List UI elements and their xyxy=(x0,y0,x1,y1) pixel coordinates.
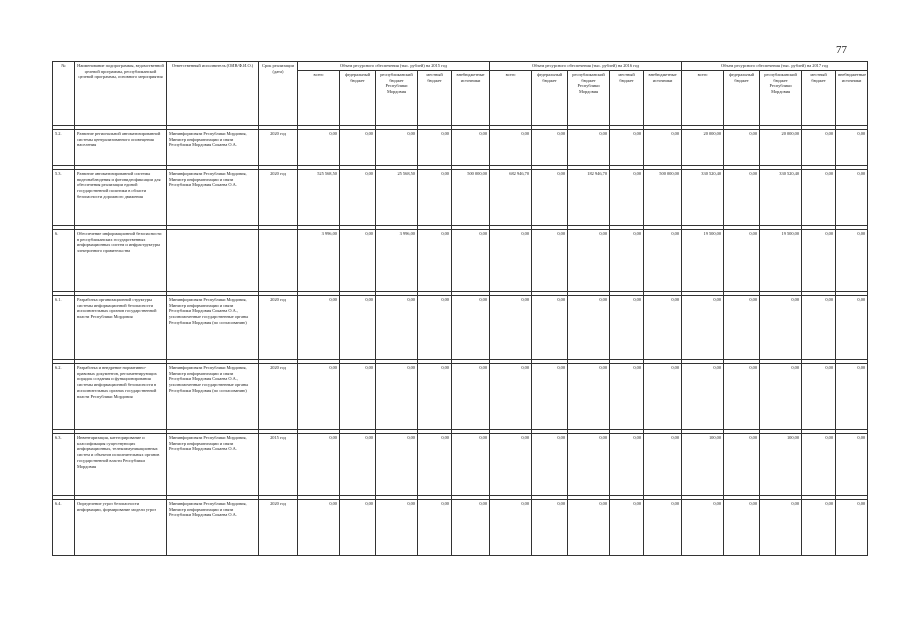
row-value: 0,00 xyxy=(802,230,836,292)
row-value: 0,00 xyxy=(418,500,452,556)
table-row xyxy=(53,170,868,226)
row-value: 0,00 xyxy=(802,130,836,166)
row-responsible xyxy=(167,230,259,292)
table-row xyxy=(53,434,868,496)
row-name: Обеспечение информационной безопасности в республиканских государственных информационных систем и инфраструктуры электронного правительства xyxy=(75,230,167,292)
row-value: 0,00 xyxy=(340,170,376,226)
row-value: 0,00 xyxy=(610,170,644,226)
row-value: 0,00 xyxy=(644,500,682,556)
row-value: 0,00 xyxy=(376,296,418,360)
row-value: 0,00 xyxy=(418,296,452,360)
row-responsible: Мининформсвязи Республики Мордовия, Министр информатизации и связи Республики Мордовия Сокаева О.А. xyxy=(167,130,259,166)
row-value: 0,00 xyxy=(418,434,452,496)
row-value: 0,00 xyxy=(836,434,868,496)
row-value: 0,00 xyxy=(340,364,376,430)
sub-federal-header: федеральный бюджет xyxy=(532,71,568,126)
row-value: 0,00 xyxy=(682,364,724,430)
sub-total-header: всего xyxy=(490,71,532,126)
group-2016-header: Объем ресурсного обеспечения (тыс. рублей) на 2016 год xyxy=(490,62,682,71)
row-value: 0,00 xyxy=(568,230,610,292)
row-value: 0,00 xyxy=(724,230,760,292)
row-responsible: Мининформсвязи Республики Мордовия, Министр информатизации и связи Республики Мордовия Сокаева О.А. xyxy=(167,500,259,556)
row-number: 5.2. xyxy=(53,130,75,166)
row-value: 0,00 xyxy=(644,130,682,166)
row-value: 0,00 xyxy=(532,434,568,496)
row-value: 0,00 xyxy=(568,434,610,496)
sub-local-header: местный бюджет xyxy=(802,71,836,126)
row-value: 0,00 xyxy=(610,434,644,496)
row-value: 0,00 xyxy=(836,296,868,360)
row-name: Разработка и внедрение нормативно-правовых документов, регламентирующих порядок создания и функционирования системы информационной безопасности в исполнительных органах государственной власти Республики Мордовия xyxy=(75,364,167,430)
row-value: 19 500,00 xyxy=(682,230,724,292)
row-value: 0,00 xyxy=(836,500,868,556)
row-value: 0,00 xyxy=(610,296,644,360)
sub-total-header: всего xyxy=(298,71,340,126)
row-value: 0,00 xyxy=(760,364,802,430)
row-value: 0,00 xyxy=(418,170,452,226)
row-value: 3 996,00 xyxy=(376,230,418,292)
row-value: 0,00 xyxy=(376,130,418,166)
row-value: 0,00 xyxy=(532,170,568,226)
row-name: Разработка организационной структуры системы информационной безопасности исполнительных органов государственной власти Республики Мордовия xyxy=(75,296,167,360)
row-value: 0,00 xyxy=(452,500,490,556)
page-number: 77 xyxy=(836,44,847,56)
row-value: 0,00 xyxy=(298,500,340,556)
row-value: 0,00 xyxy=(532,500,568,556)
sub-federal-header: федеральный бюджет xyxy=(340,71,376,126)
row-value: 0,00 xyxy=(376,434,418,496)
sub-republic-header: республиканский бюджет Республики Мордовия xyxy=(760,71,802,126)
row-value: 0,00 xyxy=(802,500,836,556)
row-term: 2020 год xyxy=(259,500,298,556)
row-value: 0,00 xyxy=(532,130,568,166)
group-2017-header: Объем ресурсного обеспечения (тыс. рублей) на 2017 год xyxy=(682,62,868,71)
row-value: 0,00 xyxy=(610,230,644,292)
row-value: 0,00 xyxy=(568,500,610,556)
row-number: 5.3. xyxy=(53,170,75,226)
row-value: 0,00 xyxy=(724,364,760,430)
sub-extra-header: внебюджетные источники xyxy=(452,71,490,126)
row-value: 0,00 xyxy=(836,170,868,226)
row-value: 0,00 xyxy=(452,364,490,430)
sub-local-header: местный бюджет xyxy=(610,71,644,126)
row-value: 100,00 xyxy=(682,434,724,496)
row-value: 0,00 xyxy=(802,364,836,430)
row-value: 500 000,00 xyxy=(452,170,490,226)
row-value: 0,00 xyxy=(568,296,610,360)
row-value: 330 520,40 xyxy=(682,170,724,226)
row-value: 0,00 xyxy=(340,434,376,496)
row-value: 0,00 xyxy=(610,130,644,166)
row-value: 0,00 xyxy=(644,364,682,430)
table-row xyxy=(53,296,868,360)
row-value: 0,00 xyxy=(682,296,724,360)
row-value: 0,00 xyxy=(610,500,644,556)
row-value: 0,00 xyxy=(724,296,760,360)
row-value: 0,00 xyxy=(802,296,836,360)
table-row xyxy=(53,130,868,166)
row-value: 0,00 xyxy=(376,500,418,556)
row-value: 3 996,00 xyxy=(298,230,340,292)
row-value: 0,00 xyxy=(682,500,724,556)
row-value: 0,00 xyxy=(568,364,610,430)
row-value: 0,00 xyxy=(644,296,682,360)
row-value: 182 946,70 xyxy=(568,170,610,226)
sub-republic-header: республиканский бюджет Республики Мордовия xyxy=(376,71,418,126)
row-value: 0,00 xyxy=(418,230,452,292)
row-number: 6.1. xyxy=(53,296,75,360)
sub-federal-header: федеральный бюджет xyxy=(724,71,760,126)
row-value: 0,00 xyxy=(298,364,340,430)
row-value: 0,00 xyxy=(298,434,340,496)
row-value: 0,00 xyxy=(452,296,490,360)
row-value: 25 568,50 xyxy=(376,170,418,226)
row-value: 0,00 xyxy=(490,230,532,292)
row-value: 100,00 xyxy=(760,434,802,496)
row-value: 0,00 xyxy=(418,130,452,166)
row-name: Определение угроз безопасности информации, формирование модели угроз xyxy=(75,500,167,556)
row-value: 0,00 xyxy=(340,500,376,556)
row-value: 0,00 xyxy=(836,364,868,430)
col-name-header: Наименование подпрограммы, ведомственной целевой программы, республиканской целевой программы, основного мероприятия xyxy=(75,62,167,126)
row-term: 2020 год xyxy=(259,364,298,430)
sub-republic-header: республиканский бюджет Республики Мордовия xyxy=(568,71,610,126)
sub-extra-header: внебюджетные источники xyxy=(836,71,868,126)
row-value: 0,00 xyxy=(724,130,760,166)
row-value: 0,00 xyxy=(452,434,490,496)
row-value: 500 000,00 xyxy=(644,170,682,226)
row-term: 2020 год xyxy=(259,130,298,166)
row-value: 0,00 xyxy=(568,130,610,166)
row-value: 0,00 xyxy=(490,434,532,496)
row-value: 0,00 xyxy=(644,434,682,496)
col-term-header: Срок реализации (дата) xyxy=(259,62,298,126)
row-value: 0,00 xyxy=(644,230,682,292)
row-value: 330 520,40 xyxy=(760,170,802,226)
row-value: 0,00 xyxy=(340,130,376,166)
col-no-header: № xyxy=(53,62,75,126)
row-value: 682 946,70 xyxy=(490,170,532,226)
row-value: 0,00 xyxy=(490,500,532,556)
row-value: 0,00 xyxy=(760,500,802,556)
row-value: 0,00 xyxy=(298,296,340,360)
row-value: 0,00 xyxy=(452,230,490,292)
row-value: 0,00 xyxy=(802,434,836,496)
row-number: 6.4. xyxy=(53,500,75,556)
sub-extra-header: внебюджетные источники xyxy=(644,71,682,126)
row-value: 0,00 xyxy=(340,296,376,360)
row-value: 0,00 xyxy=(490,296,532,360)
table-row xyxy=(53,230,868,292)
row-value: 0,00 xyxy=(610,364,644,430)
sub-local-header: местный бюджет xyxy=(418,71,452,126)
row-responsible: Мининформсвязи Республики Мордовия, Министр информатизации и связи Республики Мордовия Сокаева О.А., уполномоченные государственные органы Республики Мордовия (по согласованию) xyxy=(167,364,259,430)
row-value: 0,00 xyxy=(298,130,340,166)
row-value: 0,00 xyxy=(376,364,418,430)
table-row xyxy=(53,500,868,556)
resource-table xyxy=(52,61,868,556)
row-value: 0,00 xyxy=(452,130,490,166)
row-value: 0,00 xyxy=(724,500,760,556)
sub-total-header: всего xyxy=(682,71,724,126)
row-value: 0,00 xyxy=(490,364,532,430)
row-number: 6. xyxy=(53,230,75,292)
row-number: 6.3. xyxy=(53,434,75,496)
row-term xyxy=(259,230,298,292)
row-value: 0,00 xyxy=(724,434,760,496)
row-term: 2015 год xyxy=(259,434,298,496)
row-value: 20 000,00 xyxy=(682,130,724,166)
row-term: 2020 год xyxy=(259,296,298,360)
row-name: Развитие региональной автоматизированной системы централизованного оповещения населения xyxy=(75,130,167,166)
row-name: Инвентаризация, категорирование и классификация существующих информационных, телекоммуникационных систем и объектов исполнительных органов государственной власти Республики Мордовия xyxy=(75,434,167,496)
row-value: 0,00 xyxy=(802,170,836,226)
row-value: 0,00 xyxy=(340,230,376,292)
group-2015-header: Объем ресурсного обеспечения (тыс. рублей) на 2015 год xyxy=(298,62,490,71)
row-responsible: Мининформсвязи Республики Мордовия, Министр информатизации и связи Республики Мордовия Сокаева О.А. xyxy=(167,434,259,496)
row-responsible: Мининформсвязи Республики Мордовия, Министр информатизации и связи Республики Мордовия Сокаева О.А., уполномоченные государственные органы Республики Мордовия (по согласованию) xyxy=(167,296,259,360)
row-name: Развитие автоматизированной системы видеонаблюдения и фотовидеофиксации для обеспечения реализации единой государственной политики в области безопасности дорожного движения xyxy=(75,170,167,226)
row-value: 0,00 xyxy=(418,364,452,430)
row-value: 0,00 xyxy=(724,170,760,226)
row-value: 0,00 xyxy=(760,296,802,360)
row-value: 0,00 xyxy=(490,130,532,166)
header-row-1 xyxy=(53,62,868,71)
row-value: 0,00 xyxy=(532,364,568,430)
col-responsible-header: Ответственный исполнитель (ОИВ/Ф.И.О.) xyxy=(167,62,259,126)
row-value: 525 568,50 xyxy=(298,170,340,226)
row-term: 2020 год xyxy=(259,170,298,226)
row-responsible: Мининформсвязи Республики Мордовия, Министр информатизации и связи Республики Мордовия Сокаева О.А. xyxy=(167,170,259,226)
row-value: 19 500,00 xyxy=(760,230,802,292)
row-number: 6.2. xyxy=(53,364,75,430)
row-value: 0,00 xyxy=(836,130,868,166)
row-value: 20 000,00 xyxy=(760,130,802,166)
row-value: 0,00 xyxy=(532,230,568,292)
row-value: 0,00 xyxy=(836,230,868,292)
table-row xyxy=(53,364,868,430)
row-value: 0,00 xyxy=(532,296,568,360)
